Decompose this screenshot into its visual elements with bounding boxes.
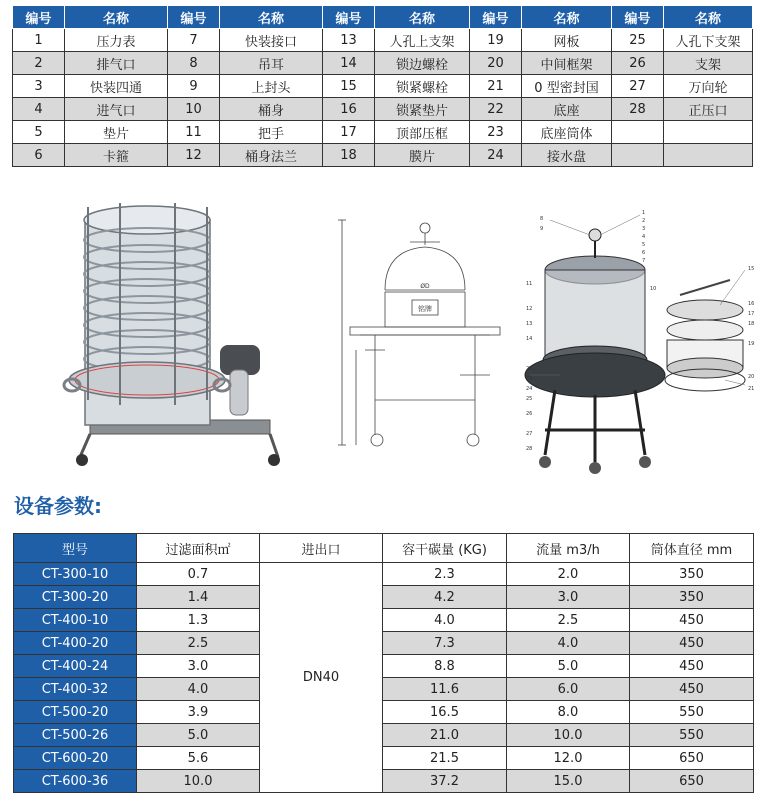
callout-number: 14 (526, 336, 533, 342)
diameter-cell: 350 (630, 563, 754, 586)
parts-header-row (13, 6, 753, 29)
part-name: 吊耳 (220, 52, 323, 75)
params-row (14, 586, 754, 609)
product-photo (60, 195, 285, 470)
model-cell: CT-300-20 (14, 586, 137, 609)
callout-number: 23 (526, 376, 533, 382)
callout-number: 7 (642, 258, 646, 264)
part-name: 接水盘 (522, 144, 612, 167)
flow-cell: 6.0 (507, 678, 630, 701)
callout-number: 27 (526, 431, 533, 437)
capacity-cell: 21.5 (383, 747, 507, 770)
part-number: 16 (323, 98, 375, 121)
part-name: 锁边螺栓 (375, 52, 470, 75)
callout-number: 20 (748, 374, 755, 380)
callout-number: 5 (642, 242, 646, 248)
callout-number: 10 (650, 286, 657, 292)
technical-drawing (330, 200, 505, 465)
part-name: 锁紧螺栓 (375, 75, 470, 98)
callout-number: 6 (642, 250, 646, 256)
part-number (612, 144, 664, 167)
part-name: 人孔上支架 (375, 29, 470, 52)
part-name: 膜片 (375, 144, 470, 167)
filter-area-cell: 4.0 (137, 678, 260, 701)
part-name: 垫片 (65, 121, 168, 144)
filter-area-cell: 3.9 (137, 701, 260, 724)
params-row (14, 632, 754, 655)
part-number: 15 (323, 75, 375, 98)
part-name: 顶部压框 (375, 121, 470, 144)
part-name: 底座 (522, 98, 612, 121)
capacity-cell: 37.2 (383, 770, 507, 793)
model-cell: CT-600-20 (14, 747, 137, 770)
section-title: 设备参数: (14, 494, 102, 518)
header-inlet-outlet: 进出口 (260, 534, 383, 563)
part-number: 17 (323, 121, 375, 144)
flow-cell: 4.0 (507, 632, 630, 655)
diameter-cell: 650 (630, 747, 754, 770)
callout-number: 19 (748, 341, 755, 347)
header-name: 名称 (375, 6, 470, 29)
part-number: 20 (470, 52, 522, 75)
part-name: 上封头 (220, 75, 323, 98)
part-name: 桶身法兰 (220, 144, 323, 167)
params-row (14, 701, 754, 724)
part-number: 18 (323, 144, 375, 167)
filter-area-cell: 1.4 (137, 586, 260, 609)
capacity-cell: 7.3 (383, 632, 507, 655)
filter-area-cell: 10.0 (137, 770, 260, 793)
callout-number: 21 (748, 386, 755, 392)
params-row (14, 609, 754, 632)
model-cell: CT-500-26 (14, 724, 137, 747)
callout-number: 1 (642, 210, 646, 216)
header-name: 名称 (220, 6, 323, 29)
header-name: 名称 (522, 6, 612, 29)
part-number: 14 (323, 52, 375, 75)
filter-area-cell: 1.3 (137, 609, 260, 632)
callout-number: 11 (526, 281, 533, 287)
part-number: 2 (13, 52, 65, 75)
filter-area-cell: 3.0 (137, 655, 260, 678)
flow-cell: 2.0 (507, 563, 630, 586)
header-number: 编号 (168, 6, 220, 29)
part-name: 卡箍 (65, 144, 168, 167)
part-number: 28 (612, 98, 664, 121)
model-cell: CT-400-20 (14, 632, 137, 655)
model-cell: CT-400-24 (14, 655, 137, 678)
part-number: 22 (470, 98, 522, 121)
part-number (612, 121, 664, 144)
part-name: 锁紧垫片 (375, 98, 470, 121)
part-name: 中间框架 (522, 52, 612, 75)
header-filter-area: 过滤面积㎡ (137, 534, 260, 563)
part-name (664, 144, 753, 167)
part-number: 25 (612, 29, 664, 52)
part-number: 19 (470, 29, 522, 52)
part-number: 9 (168, 75, 220, 98)
params-header-row (14, 534, 754, 563)
capacity-cell: 4.0 (383, 609, 507, 632)
flow-cell: 12.0 (507, 747, 630, 770)
part-number: 24 (470, 144, 522, 167)
header-diameter: 筒体直径 mm (630, 534, 754, 563)
diameter-cell: 450 (630, 632, 754, 655)
flow-cell: 2.5 (507, 609, 630, 632)
diameter-cell: 350 (630, 586, 754, 609)
part-number: 13 (323, 29, 375, 52)
callout-number: 8 (540, 216, 544, 222)
header-name: 名称 (65, 6, 168, 29)
capacity-cell: 8.8 (383, 655, 507, 678)
parts-row (13, 98, 753, 121)
callout-number: 17 (748, 311, 755, 317)
capacity-cell: 21.0 (383, 724, 507, 747)
part-name: 网板 (522, 29, 612, 52)
capacity-cell: 2.3 (383, 563, 507, 586)
header-flow: 流量 m3/h (507, 534, 630, 563)
model-cell: CT-400-10 (14, 609, 137, 632)
filter-area-cell: 2.5 (137, 632, 260, 655)
header-number: 编号 (612, 6, 664, 29)
part-name: 把手 (220, 121, 323, 144)
callout-number: 24 (526, 386, 533, 392)
part-number: 21 (470, 75, 522, 98)
parts-row (13, 121, 753, 144)
capacity-cell: 4.2 (383, 586, 507, 609)
flow-cell: 10.0 (507, 724, 630, 747)
callout-number: 9 (540, 226, 544, 232)
callout-number: 25 (526, 396, 533, 402)
part-number: 27 (612, 75, 664, 98)
filter-area-cell: 5.0 (137, 724, 260, 747)
part-number: 3 (13, 75, 65, 98)
flow-cell: 15.0 (507, 770, 630, 793)
model-cell: CT-600-36 (14, 770, 137, 793)
filter-area-cell: 5.6 (137, 747, 260, 770)
dimension-label: ØD (420, 283, 430, 290)
parts-row (13, 75, 753, 98)
part-name: 快装接口 (220, 29, 323, 52)
part-name: 快装四通 (65, 75, 168, 98)
part-number: 23 (470, 121, 522, 144)
part-name: 支架 (664, 52, 753, 75)
callout-number: 3 (642, 226, 646, 232)
diameter-cell: 550 (630, 701, 754, 724)
callout-number: 26 (526, 411, 533, 417)
part-number: 7 (168, 29, 220, 52)
model-cell: CT-300-10 (14, 563, 137, 586)
params-row (14, 563, 754, 586)
header-number: 编号 (323, 6, 375, 29)
callout-number: 4 (642, 234, 646, 240)
header-number: 编号 (470, 6, 522, 29)
filter-area-cell: 0.7 (137, 563, 260, 586)
header-number: 编号 (13, 6, 65, 29)
flow-cell: 3.0 (507, 586, 630, 609)
params-row (14, 747, 754, 770)
diameter-cell: 450 (630, 609, 754, 632)
part-name: 0 型密封国 (522, 75, 612, 98)
inlet-outlet-cell: DN40 (260, 563, 383, 793)
diameter-cell: 650 (630, 770, 754, 793)
parameters-table (13, 533, 754, 793)
part-name: 排气口 (65, 52, 168, 75)
params-row (14, 770, 754, 793)
part-name: 正压口 (664, 98, 753, 121)
params-row (14, 724, 754, 747)
part-number: 10 (168, 98, 220, 121)
diameter-cell: 550 (630, 724, 754, 747)
capacity-cell: 11.6 (383, 678, 507, 701)
part-number: 6 (13, 144, 65, 167)
exploded-diagram (520, 200, 770, 485)
callout-number: 2 (642, 218, 646, 224)
part-name: 底座筒体 (522, 121, 612, 144)
diameter-cell: 450 (630, 655, 754, 678)
flow-cell: 8.0 (507, 701, 630, 724)
parts-row (13, 29, 753, 52)
part-number: 12 (168, 144, 220, 167)
part-name: 万向轮 (664, 75, 753, 98)
part-name: 人孔下支架 (664, 29, 753, 52)
part-number: 11 (168, 121, 220, 144)
part-name (664, 121, 753, 144)
part-name: 进气口 (65, 98, 168, 121)
callout-number: 12 (526, 306, 533, 312)
part-number: 26 (612, 52, 664, 75)
header-capacity: 容干碳量 (KG) (383, 534, 507, 563)
part-number: 4 (13, 98, 65, 121)
parts-row (13, 144, 753, 167)
model-cell: CT-500-20 (14, 701, 137, 724)
callout-number: 13 (526, 321, 533, 327)
model-cell: CT-400-32 (14, 678, 137, 701)
header-name: 名称 (664, 6, 753, 29)
callout-number: 22 (526, 366, 533, 372)
callout-number: 28 (526, 446, 533, 452)
part-name: 压力表 (65, 29, 168, 52)
capacity-cell: 16.5 (383, 701, 507, 724)
header-model: 型号 (14, 534, 137, 563)
params-row (14, 678, 754, 701)
flow-cell: 5.0 (507, 655, 630, 678)
callout-number: 18 (748, 321, 755, 327)
part-name: 桶身 (220, 98, 323, 121)
part-number: 1 (13, 29, 65, 52)
part-number: 8 (168, 52, 220, 75)
callout-number: 15 (748, 266, 755, 272)
diameter-cell: 450 (630, 678, 754, 701)
part-number: 5 (13, 121, 65, 144)
callout-number: 16 (748, 301, 755, 307)
parts-row (13, 52, 753, 75)
nameplate-label: 铭牌 (418, 305, 432, 313)
params-row (14, 655, 754, 678)
parts-table (12, 5, 753, 167)
